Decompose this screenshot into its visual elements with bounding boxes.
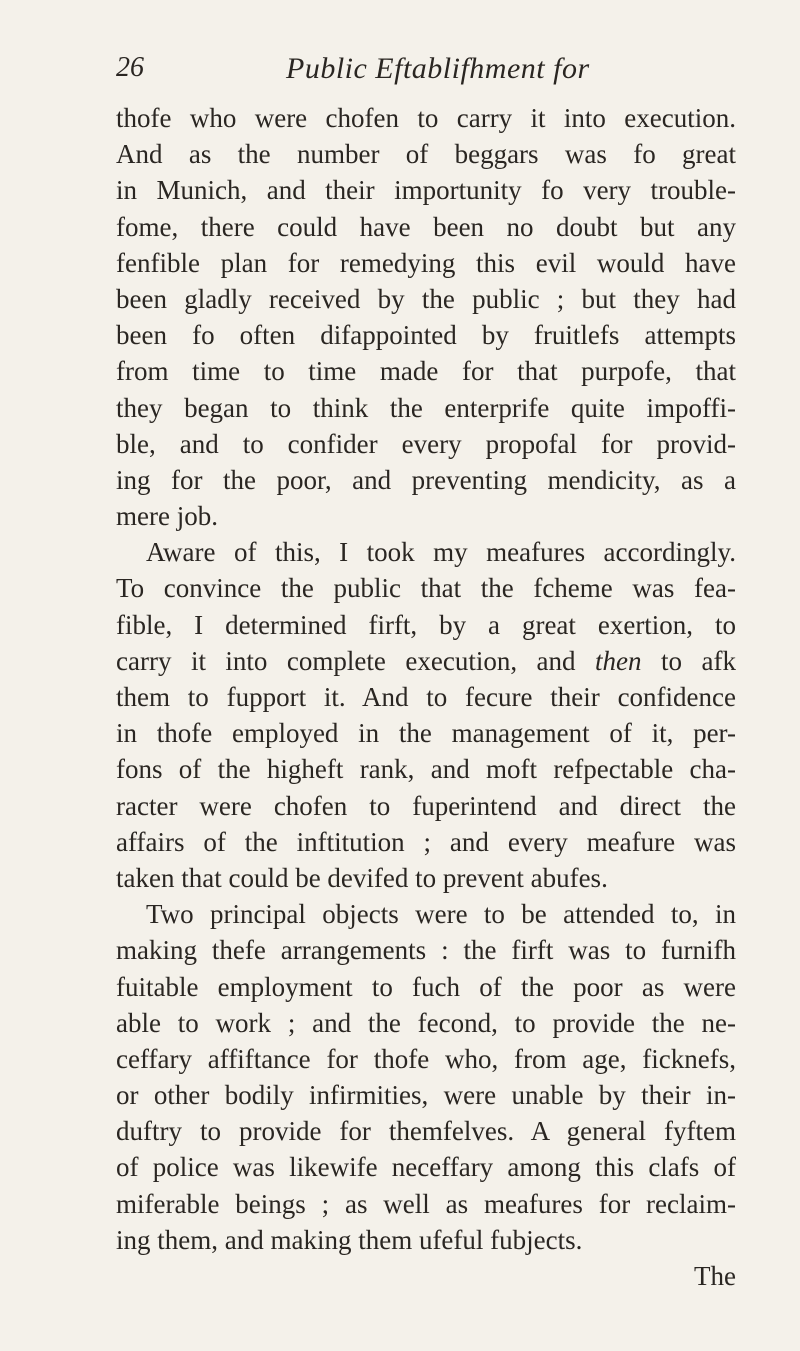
text-line: in Munich, and their importunity fo very trouble- [116,175,736,206]
text-line: fome, there could have been no doubt but any [116,211,736,242]
text-line: them to fupport it. And to fecure their confidence [116,682,736,712]
text-line: affairs of the inftitution ; and every meafure was [116,826,736,857]
text-line: ceffary affiftance for thofe who, from age, ficknefs, [116,1043,736,1074]
text-line: been fo often difappointed by fruitlefs attempts [116,320,736,351]
body-text [116,100,736,1294]
text-line: taken that could be devifed to prevent abufes. [116,862,608,893]
text-line: fible, I determined firft, by a great exertion, to [116,609,736,640]
text-line: from time to time made for that purpofe, that [116,356,736,387]
text-line: thofe who were chofen to carry it into execution. [116,103,736,133]
text-line: ing them, and making them ufeful fubjects. [116,1224,583,1255]
text-line: fuitable employment to fuch of the poor as were [116,971,736,1002]
running-title: Public Eftablifhment for [286,52,590,85]
text-line: fenfible plan for remedying this evil would have [116,247,736,278]
text-line: fons of the higheft rank, and moft refpectable cha- [116,754,736,785]
text-segment: to afk [661,645,737,676]
text-line: To convince the public that the fcheme was fea- [116,573,736,604]
text-line: Aware of this, I took my meafures accordingly. [146,537,736,568]
catchword: The [694,1261,736,1291]
text-line: in thofe employed in the management of it, per- [116,718,736,749]
text-line: ing for the poor, and preventing mendicity, as a [116,464,736,495]
text-line: they began to think the enterprife quite impoffi- [116,392,736,423]
page-header [116,52,736,92]
text-line-with-italic [116,643,736,679]
text-segment: carry it into complete execution, and [116,645,576,676]
text-line: or other bodily infirmities, were unable by their in- [116,1080,736,1111]
text-line: of police was likewife neceffary among this clafs of [116,1152,736,1183]
text-line: miferable beings ; as well as meafures for reclaim- [116,1188,736,1219]
text-line: mere job. [116,501,218,532]
text-line: racter were chofen to fuperintend and direct the [116,790,736,821]
text-line: ble, and to confider every propofal for provid- [116,428,736,459]
italic-word: then [595,645,642,676]
text-line: been gladly received by the public ; but they had [116,283,736,314]
text-line: duftry to provide for themfelves. A general fyftem [116,1116,736,1147]
text-line: making thefe arrangements : the firft was to furnifh [116,935,736,966]
page-number: 26 [116,52,144,83]
text-line: able to work ; and the fecond, to provide the ne- [116,1007,736,1038]
text-line: Two principal objects were to be attended to, in [146,899,736,930]
text-line: And as the number of beggars was fo great [116,139,736,170]
